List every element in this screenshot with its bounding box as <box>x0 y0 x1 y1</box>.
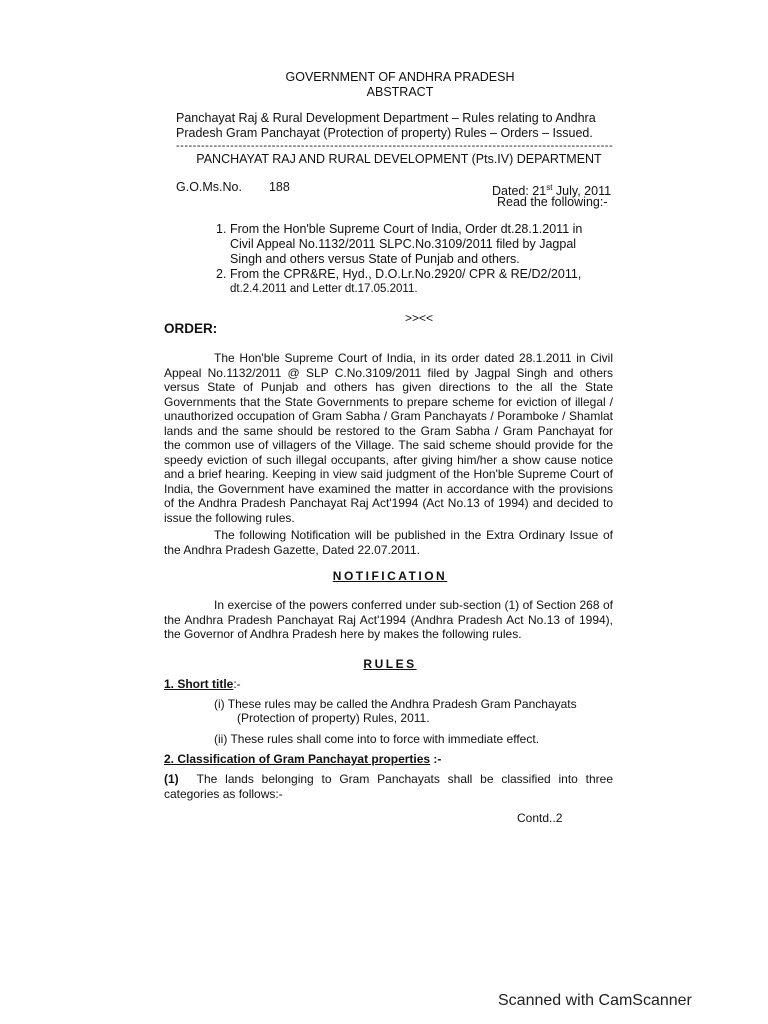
dated-suffix: July, 2011 <box>552 184 612 199</box>
notification-heading: NOTIFICATION <box>332 569 448 583</box>
department-heading: PANCHAYAT RAJ AND RURAL DEVELOPMENT (Pts.IV) DEPARTMENT <box>196 152 602 166</box>
rule-1-suffix: :- <box>233 677 241 691</box>
rule-2-item-text: categories as follows:- <box>164 786 283 801</box>
dated-sup: st <box>546 183 553 192</box>
reference-text: From the CPR&RE, Hyd., D.O.Lr.No.2920/ CPR & RE/D2/2011, <box>230 267 582 281</box>
continued-marker: Contd..2 <box>517 811 563 825</box>
subject-line-2: Pradesh Gram Panchayat (Protection of property) Rules – Orders – Issued. <box>176 126 593 140</box>
rule-2-item-1 <box>164 772 613 801</box>
dated-prefix: Dated: 21 <box>492 184 547 199</box>
rule-1-heading <box>164 677 241 692</box>
references-list <box>216 222 636 297</box>
go-label: G.O.Ms.No. <box>176 180 242 194</box>
rule-2-item-number: (1) <box>164 772 179 786</box>
separator-line: --------------------------------------------------------------------------------------------------------- <box>176 141 614 152</box>
abstract-title: ABSTRACT <box>366 85 434 99</box>
order-paragraph-1: The Hon'ble Supreme Court of India, in its order dated 28.1.2011 in Civil Appeal No.1132/2011 @ SLP C.No.3109/2011 filed by Jagpal Singh and others versus State of Punjab and others has given directions to the all the State Governments that the State Governments to prepare scheme for eviction of illegal / unauthorized occupation of Gram Sabha / Gram Panchayats / Poramboke / Shamlat lands and the same should be restored to the Gram Sabha / Gram Panchayat for the common use of villagers of the Village. The said scheme should provide for the speedy eviction of such illegal occupants, after giving him/her a show cause notice and a brief hearing. Keeping in view said judgment of the Hon'ble Supreme Court of India, the Government have examined the matter in accordance with the provisions of the Andhra Pradesh Panchayat Raj Act'1994 (Act No.13 of 1994) and decided to issue the following rules. <box>164 351 613 525</box>
reference-number: 2. <box>216 267 227 281</box>
reference-number: 1. <box>216 222 227 236</box>
rule-2-heading <box>164 752 441 767</box>
read-following: Read the following:- <box>497 195 608 209</box>
rule-1-item-i-line-2: (Protection of property) Rules, 2011. <box>237 711 430 725</box>
reference-item <box>216 267 636 297</box>
section-marker: >><< <box>405 311 434 325</box>
order-paragraph-2: The following Notification will be published in the Extra Ordinary Issue of the Andhra Pradesh Gazette, Dated 22.07.2011. <box>164 528 613 557</box>
rule-2-item-text: The lands belonging to Gram Panchayats shall be classified into three <box>196 772 613 786</box>
rule-1-title: 1. Short title <box>164 677 234 691</box>
go-number-row <box>176 180 290 195</box>
rule-2-suffix: :- <box>430 752 442 766</box>
scanner-watermark: Scanned with CamScanner <box>498 992 692 1009</box>
rule-2-title: 2. Classification of Gram Panchayat properties <box>164 752 431 766</box>
rule-1-item-ii: (ii) These rules shall come into to force with immediate effect. <box>214 732 540 746</box>
reference-text: From the Hon'ble Supreme Court of India, Order dt.28.1.2011 in <box>230 222 583 236</box>
reference-item <box>216 222 636 267</box>
reference-text: dt.2.4.2011 and Letter dt.17.05.2011. <box>230 283 418 295</box>
reference-text: Civil Appeal No.1132/2011 SLPC.No.3109/2011 filed by Jagpal <box>230 237 577 251</box>
order-heading: ORDER: <box>164 321 218 336</box>
rules-heading: RULES <box>363 657 417 671</box>
go-number: 188 <box>268 180 290 194</box>
subject-line-1: Panchayat Raj & Rural Development Department – Rules relating to Andhra <box>176 111 596 125</box>
govt-title: GOVERNMENT OF ANDHRA PRADESH <box>285 70 515 84</box>
rule-1-item-i-line-1: (i) These rules may be called the Andhra Pradesh Gram Panchayats <box>214 697 577 711</box>
notification-paragraph: In exercise of the powers conferred under sub-section (1) of Section 268 of the Andhra Pradesh Panchayat Raj Act'1994 (Andhra Pradesh Act No.13 of 1994), the Governor of Andhra Pradesh here by makes the following rules. <box>164 598 613 641</box>
reference-text: Singh and others versus State of Punjab and others. <box>230 252 520 266</box>
